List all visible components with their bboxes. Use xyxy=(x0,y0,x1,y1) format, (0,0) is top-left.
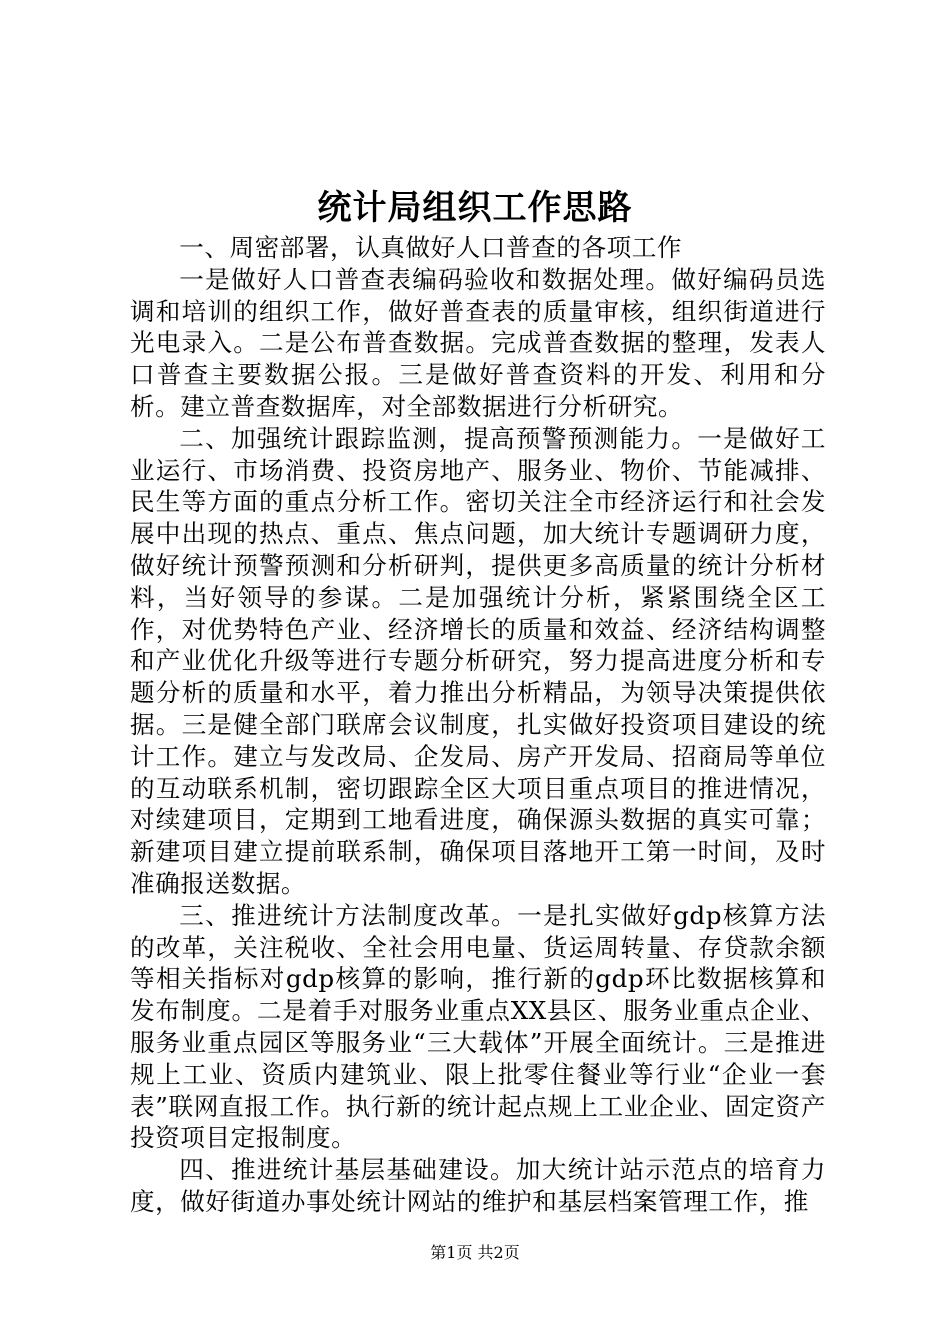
section-heading-1: 一、周密部署，认真做好人口普查的各项工作 xyxy=(179,233,683,262)
page-footer: 第1页 共2页 xyxy=(430,1243,520,1262)
paragraph-census-tasks: 一是做好人口普查表编码验收和数据处理。做好编码员选调和培训的组织工作，做好普查表的质量审核，组织街道进行光电录入。二是公布普查数据。完成普查数据的整理，发表人口普查主要数据公报。三是做好普查资料的开发、利用和分析。建立普查数据库，对全部数据进行分析研究。 xyxy=(130,264,826,421)
paragraph-monitoring: 二、加强统计跟踪监测，提高预警预测能力。一是做好工业运行、市场消费、投资房地产、服务业、物价、节能减排、民生等方面的重点分析工作。密切关注全市经济运行和社会发展中出现的热点、重点、焦点问题，加大统计专题调研力度，做好统计预警预测和分析研判，提供更多高质量的统计分析材料，当好领导的参谋。二是加强统计分析，紧紧围绕全区工作，对优势特色产业、经济增长的质量和效益、经济结构调整和产业优化升级等进行专题分析研究，努力提高进度分析和专题分析的质量和水平，着力推出分析精品，为领导决策提供依据。三是健全部门联席会议制度，扎实做好投资项目建设的统计工作。建立与发改局、企发局、房产开发局、招商局等单位的互动联系机制，密切跟踪全区大项目重点项目的推进情况，对续建项目，定期到工地看进度，确保源头数据的真实可靠；新建项目建立提前联系制，确保项目落地开工第一时间，及时准确报送数据。 xyxy=(130,423,826,898)
document-body xyxy=(130,232,826,1218)
document-title: 统计局组织工作思路 xyxy=(317,188,633,228)
paragraph-grassroots: 四、推进统计基层基础建设。加大统计站示范点的培育力度，做好街道办事处统计网站的维护和基层档案管理工作，推 xyxy=(130,1155,826,1216)
paragraph-method-reform: 三、推进统计方法制度改革。一是扎实做好gdp核算方法的改革，关注税收、全社会用电量、货运周转量、存贷款余额等相关指标对gdp核算的影响，推行新的gdp环比数据核算和发布制度。二是着手对服务业重点XX县区、服务业重点企业、服务业重点园区等服务业“三大载体”开展全面统计。三是推进规上工业、资质内建筑业、限上批零住餐业等行业“企业一套表”联网直报工作。执行新的统计起点规上工业企业、固定资产投资项目定报制度。 xyxy=(130,900,826,1153)
